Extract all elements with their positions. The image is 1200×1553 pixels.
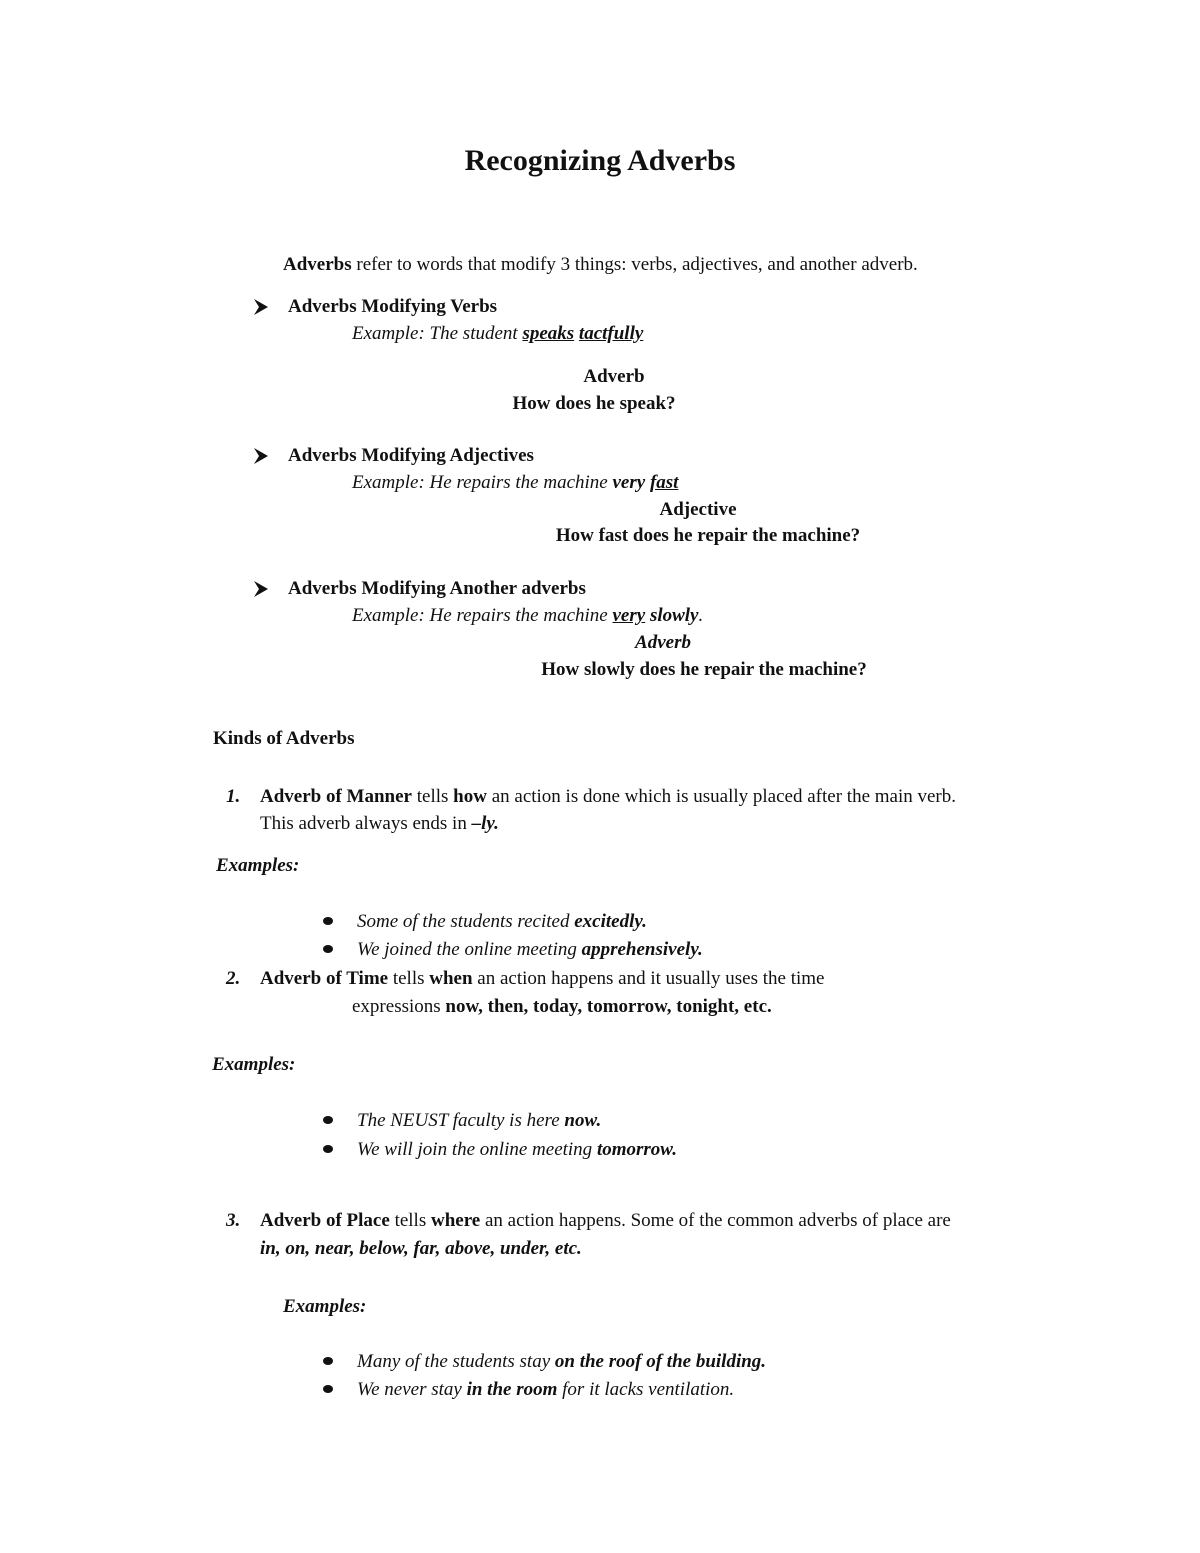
- kind-text: an action is done which is usually placed after the main verb.: [486, 786, 956, 807]
- section-label-adjectives: Adjective: [659, 499, 737, 520]
- example-text: We will join the online meeting: [357, 1139, 597, 1160]
- example-word: speaks: [522, 323, 575, 344]
- example-text: We never stay: [357, 1379, 467, 1400]
- kind-number: 3.: [226, 1210, 241, 1231]
- section-heading-adverbs: Adverbs Modifying Another adverbs: [288, 578, 586, 599]
- example-bold: in the room: [466, 1379, 558, 1400]
- arrow-bullet-icon: [252, 298, 270, 316]
- section-heading-verbs: Adverbs Modifying Verbs: [288, 296, 498, 317]
- section-question-adjectives: How fast does he repair the machine?: [555, 525, 861, 546]
- example-text: Example: The student: [352, 323, 523, 344]
- kind-key: where: [430, 1210, 481, 1231]
- kind-time-line1: [260, 968, 825, 991]
- kind-key: when: [429, 968, 473, 989]
- kind-key: in, on, near, below, far, above, under, etc.: [260, 1238, 582, 1259]
- kind-number: 1.: [226, 786, 241, 807]
- page-title: Recognizing Adverbs: [464, 144, 736, 177]
- intro-term: Adverbs: [283, 254, 352, 275]
- example-text: Example: He repairs the machine: [352, 605, 613, 626]
- kinds-heading: Kinds of Adverbs: [213, 728, 355, 749]
- example-bold: tomorrow.: [596, 1139, 678, 1160]
- bullet-icon: [323, 1385, 333, 1393]
- bullet-icon: [323, 917, 333, 925]
- kind-place-line2: [260, 1238, 582, 1261]
- kind-text: tells: [388, 968, 430, 989]
- example-item: [357, 939, 703, 962]
- kind-text: an action happens. Some of the common adverbs of place are: [480, 1210, 951, 1231]
- examples-label: Examples:: [216, 855, 300, 876]
- example-item: [357, 1351, 766, 1374]
- kind-time-line2: [352, 996, 772, 1019]
- section-example-adverbs: [352, 605, 703, 628]
- intro-paragraph: [283, 254, 918, 277]
- example-word: very: [612, 472, 646, 493]
- kind-text: tells: [411, 786, 454, 807]
- example-text: The NEUST faculty is here: [357, 1110, 565, 1131]
- kind-number: 2.: [226, 968, 241, 989]
- bullet-icon: [323, 1357, 333, 1365]
- kind-name: Adverb of Manner: [260, 786, 412, 807]
- bullet-icon: [323, 1116, 333, 1124]
- kind-key: how: [453, 786, 487, 807]
- section-question-adverbs: How slowly does he repair the machine?: [541, 659, 867, 680]
- kind-text: This adverb always ends in: [260, 813, 472, 834]
- section-label-adverbs: Adverb: [635, 632, 691, 653]
- example-suffix: .: [698, 605, 704, 626]
- section-example-adjectives: [352, 472, 678, 495]
- example-item: [357, 911, 647, 934]
- example-word: very: [612, 605, 646, 626]
- kind-manner-line1: [260, 786, 956, 809]
- kind-text: expressions: [352, 996, 446, 1017]
- section-example-verbs: [352, 323, 643, 346]
- section-label-verbs: Adverb: [583, 366, 645, 387]
- example-bold: on the roof of the building.: [554, 1351, 767, 1372]
- example-word: fast: [649, 472, 679, 493]
- kind-manner-line2: [260, 813, 499, 836]
- example-after: for it lacks ventilation.: [557, 1379, 735, 1400]
- example-bold: excitedly.: [574, 911, 647, 932]
- example-bold: now.: [564, 1110, 602, 1131]
- kind-name: Adverb of Place: [260, 1210, 390, 1231]
- example-text: We joined the online meeting: [357, 939, 582, 960]
- kind-place-line1: [260, 1210, 951, 1233]
- kind-key: –ly.: [471, 813, 499, 834]
- example-text: Many of the students stay: [357, 1351, 555, 1372]
- example-item: [357, 1110, 601, 1133]
- bullet-icon: [323, 945, 333, 953]
- kind-text: an action happens and it usually uses the time: [472, 968, 825, 989]
- example-word: tactfully: [578, 323, 644, 344]
- example-item: [357, 1139, 677, 1162]
- example-text: Example: He repairs the machine: [352, 472, 613, 493]
- examples-label: Examples:: [283, 1296, 367, 1317]
- example-text: Some of the students recited: [357, 911, 575, 932]
- bullet-icon: [323, 1145, 333, 1153]
- example-word: slowly: [649, 605, 699, 626]
- arrow-bullet-icon: [252, 580, 270, 598]
- example-bold: apprehensively.: [581, 939, 703, 960]
- examples-label: Examples:: [212, 1054, 296, 1075]
- intro-text: refer to words that modify 3 things: verbs, adjectives, and another adverb.: [351, 254, 918, 275]
- kind-key: now, then, today, tomorrow, tonight, etc.: [445, 996, 772, 1017]
- arrow-bullet-icon: [252, 447, 270, 465]
- example-item: [357, 1379, 734, 1402]
- kind-name: Adverb of Time: [260, 968, 389, 989]
- section-question-verbs: How does he speak?: [512, 393, 676, 414]
- kind-text: tells: [389, 1210, 431, 1231]
- section-heading-adjectives: Adverbs Modifying Adjectives: [288, 445, 534, 466]
